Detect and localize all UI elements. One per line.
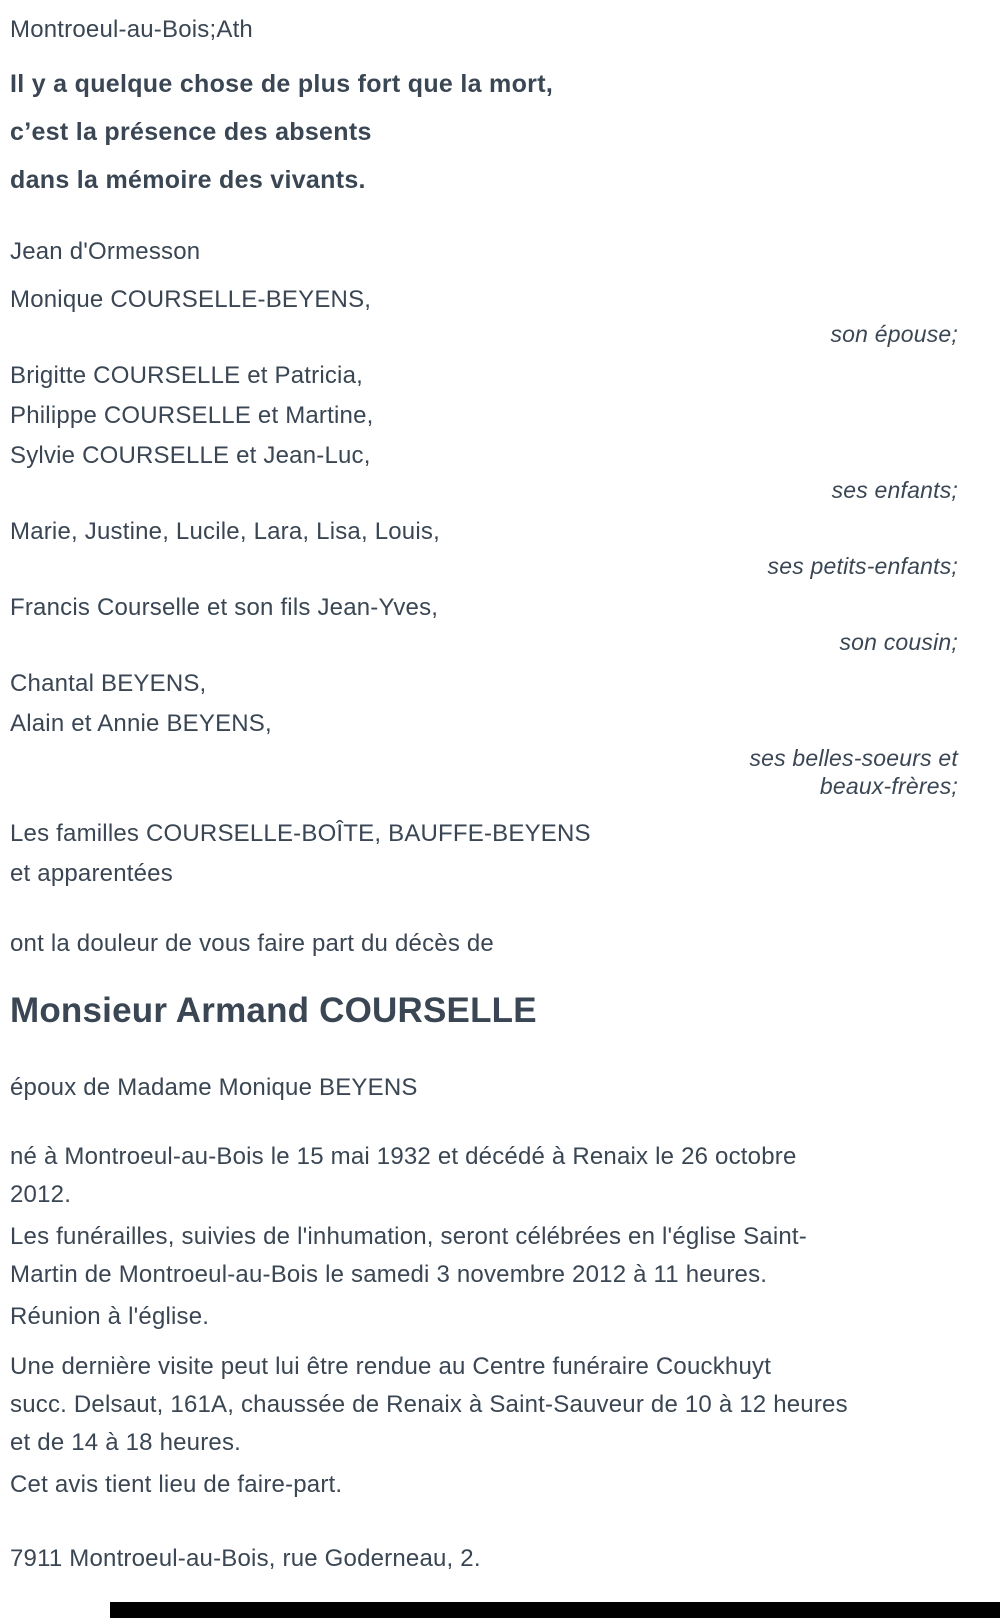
birth-death-paragraph [10,1138,958,1214]
relation-label: son cousin; [839,629,958,655]
meeting-paragraph [10,1298,958,1336]
relation-label: ses enfants; [831,477,958,503]
legal-line: Cet avis tient lieu de faire-part. [10,1471,343,1498]
related-families-line: et apparentées [10,860,173,887]
family-group-spouse [10,280,958,348]
family-member-name: Philippe COURSELLE et Martine, [10,402,374,429]
quote-line: dans la mémoire des vivants. [10,166,366,194]
family-member-name: Brigitte COURSELLE et Patricia, [10,362,363,389]
funeral-paragraph [10,1218,958,1294]
family-member-name: Alain et Annie BEYENS, [10,710,272,737]
bottom-bar [110,1602,1000,1618]
family-member-name: Chantal BEYENS, [10,670,207,697]
visit-paragraph [10,1348,958,1462]
birth-death-line: 2012. [10,1181,72,1208]
visit-line: succ. Delsaut, 161A, chaussée de Renaix à Saint-Sauveur de 10 à 12 heures [10,1391,848,1418]
family-list [10,280,958,800]
announcement-line: ont la douleur de vous faire part du décès de [10,930,494,957]
deceased-name: Monsieur Armand COURSELLE [10,991,537,1030]
spouse-line: époux de Madame Monique BEYENS [10,1074,418,1101]
related-families-line: Les familles COURSELLE-BOÎTE, BAUFFE-BEYENS [10,820,591,847]
quote-block [10,60,958,204]
birth-death-line: né à Montroeul-au-Bois le 15 mai 1932 et décédé à Renaix le 26 octobre [10,1143,797,1170]
family-member-name: Francis Courselle et son fils Jean-Yves, [10,594,439,621]
family-member-name: Marie, Justine, Lucile, Lara, Lisa, Louis, [10,518,440,545]
meeting-line: Réunion à l'église. [10,1303,210,1330]
relation-label: beaux-frères; [819,773,958,799]
related-families-block [10,814,958,894]
address-line: 7911 Montroeul-au-Bois, rue Goderneau, 2. [10,1545,481,1572]
visit-line: et de 14 à 18 heures. [10,1429,242,1456]
funeral-line: Martin de Montroeul-au-Bois le samedi 3 novembre 2012 à 11 heures. [10,1261,768,1288]
relation-label: son épouse; [830,321,958,347]
visit-line: Une dernière visite peut lui être rendue au Centre funéraire Couckhuyt [10,1353,772,1380]
quote-line: c’est la présence des absents [10,118,372,146]
address-paragraph [10,1540,958,1578]
family-group-grandchildren [10,512,958,580]
family-group-in-laws [10,664,958,800]
family-group-children [10,356,958,504]
legal-paragraph [10,1466,958,1504]
location-line: Montroeul-au-Bois;Ath [10,16,253,43]
quote-line: Il y a quelque chose de plus fort que la mort, [10,70,554,98]
family-member-name: Sylvie COURSELLE et Jean-Luc, [10,442,371,469]
quote-author: Jean d'Ormesson [10,238,201,265]
relation-label: ses belles-soeurs et [749,745,958,771]
relation-label: ses petits-enfants; [767,553,958,579]
funeral-line: Les funérailles, suivies de l'inhumation, seront célébrées en l'église Saint- [10,1223,807,1250]
family-group-cousin [10,588,958,656]
family-member-name: Monique COURSELLE-BEYENS, [10,286,372,313]
